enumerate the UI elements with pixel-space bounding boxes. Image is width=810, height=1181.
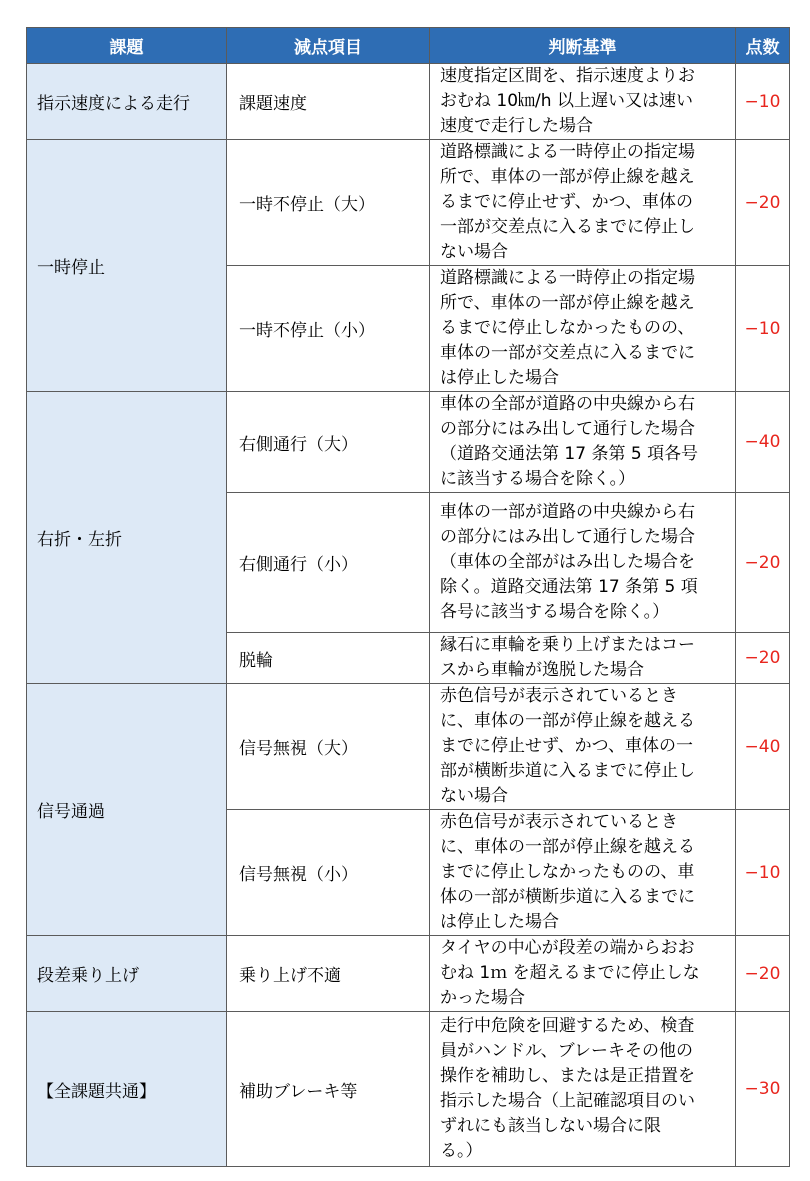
- task-cell: 段差乗り上げ: [27, 936, 227, 1012]
- points-cell: −10: [736, 64, 790, 140]
- item-cell: 脱輪: [227, 633, 430, 684]
- criteria-cell: 速度指定区間を、指示速度よりお おむね 10㎞/h 以上遅い又は速い 速度で走行した場合: [430, 64, 736, 140]
- points-cell: −10: [736, 266, 790, 392]
- criteria-cell: 道路標識による一時停止の指定場 所で、車体の一部が停止線を越え るまでに停止しなかったものの、 車体の一部が交差点に入るまでに は停止した場合: [430, 266, 736, 392]
- points-cell: −20: [736, 633, 790, 684]
- criteria-cell: 赤色信号が表示されているとき に、車体の一部が停止線を越える までに停止せず、かつ、車体の一 部が横断歩道に入るまでに停止し ない場合: [430, 684, 736, 810]
- task-cell: 一時停止: [27, 140, 227, 392]
- item-cell: 乗り上げ不適: [227, 936, 430, 1012]
- task-cell: 信号通過: [27, 684, 227, 936]
- points-cell: −40: [736, 684, 790, 810]
- criteria-cell: 縁石に車輪を乗り上げまたはコー スから車輪が逸脱した場合: [430, 633, 736, 684]
- item-cell: 信号無視（大）: [227, 684, 430, 810]
- points-cell: −10: [736, 810, 790, 936]
- points-cell: −20: [736, 936, 790, 1012]
- criteria-cell: 道路標識による一時停止の指定場 所で、車体の一部が停止線を越え るまでに停止せず、かつ、車体の 一部が交差点に入るまでに停止し ない場合: [430, 140, 736, 266]
- header-points: 点数: [736, 28, 790, 64]
- item-cell: 一時不停止（大）: [227, 140, 430, 266]
- item-cell: 補助ブレーキ等: [227, 1012, 430, 1167]
- table-row: [27, 1012, 790, 1167]
- task-cell: 右折・左折: [27, 392, 227, 684]
- points-cell: −20: [736, 493, 790, 633]
- criteria-cell: タイヤの中心が段差の端からおお むね 1ｍ を超えるまでに停止しな かった場合: [430, 936, 736, 1012]
- item-cell: 右側通行（小）: [227, 493, 430, 633]
- header-item: 減点項目: [227, 28, 430, 64]
- points-cell: −20: [736, 140, 790, 266]
- header-row: [27, 28, 790, 64]
- item-cell: 一時不停止（小）: [227, 266, 430, 392]
- task-cell: 【全課題共通】: [27, 1012, 227, 1167]
- deduction-table: [26, 27, 790, 1167]
- criteria-cell: 赤色信号が表示されているとき に、車体の一部が停止線を越える までに停止しなかったものの、車 体の一部が横断歩道に入るまでに は停止した場合: [430, 810, 736, 936]
- table-row: [27, 140, 790, 266]
- criteria-cell: 走行中危険を回避するため、検査 員がハンドル、ブレーキその他の 操作を補助し、または是正措置を 指示した場合（上記確認項目のい ずれにも該当しない場合に限 る。）: [430, 1012, 736, 1167]
- item-cell: 信号無視（小）: [227, 810, 430, 936]
- header-task: 課題: [27, 28, 227, 64]
- table-row: [27, 936, 790, 1012]
- table-row: [27, 684, 790, 810]
- criteria-cell: 車体の全部が道路の中央線から右 の部分にはみ出して通行した場合 （道路交通法第 17 条第 5 項各号 に該当する場合を除く。）: [430, 392, 736, 493]
- task-cell: 指示速度による走行: [27, 64, 227, 140]
- table-row: [27, 392, 790, 493]
- points-cell: −30: [736, 1012, 790, 1167]
- points-cell: −40: [736, 392, 790, 493]
- item-cell: 右側通行（大）: [227, 392, 430, 493]
- table-row: [27, 64, 790, 140]
- item-cell: 課題速度: [227, 64, 430, 140]
- criteria-cell: 車体の一部が道路の中央線から右 の部分にはみ出して通行した場合 （車体の全部がはみ出した場合を 除く。道路交通法第 17 条第 5 項 各号に該当する場合を除く。）: [430, 493, 736, 633]
- header-criteria: 判断基準: [430, 28, 736, 64]
